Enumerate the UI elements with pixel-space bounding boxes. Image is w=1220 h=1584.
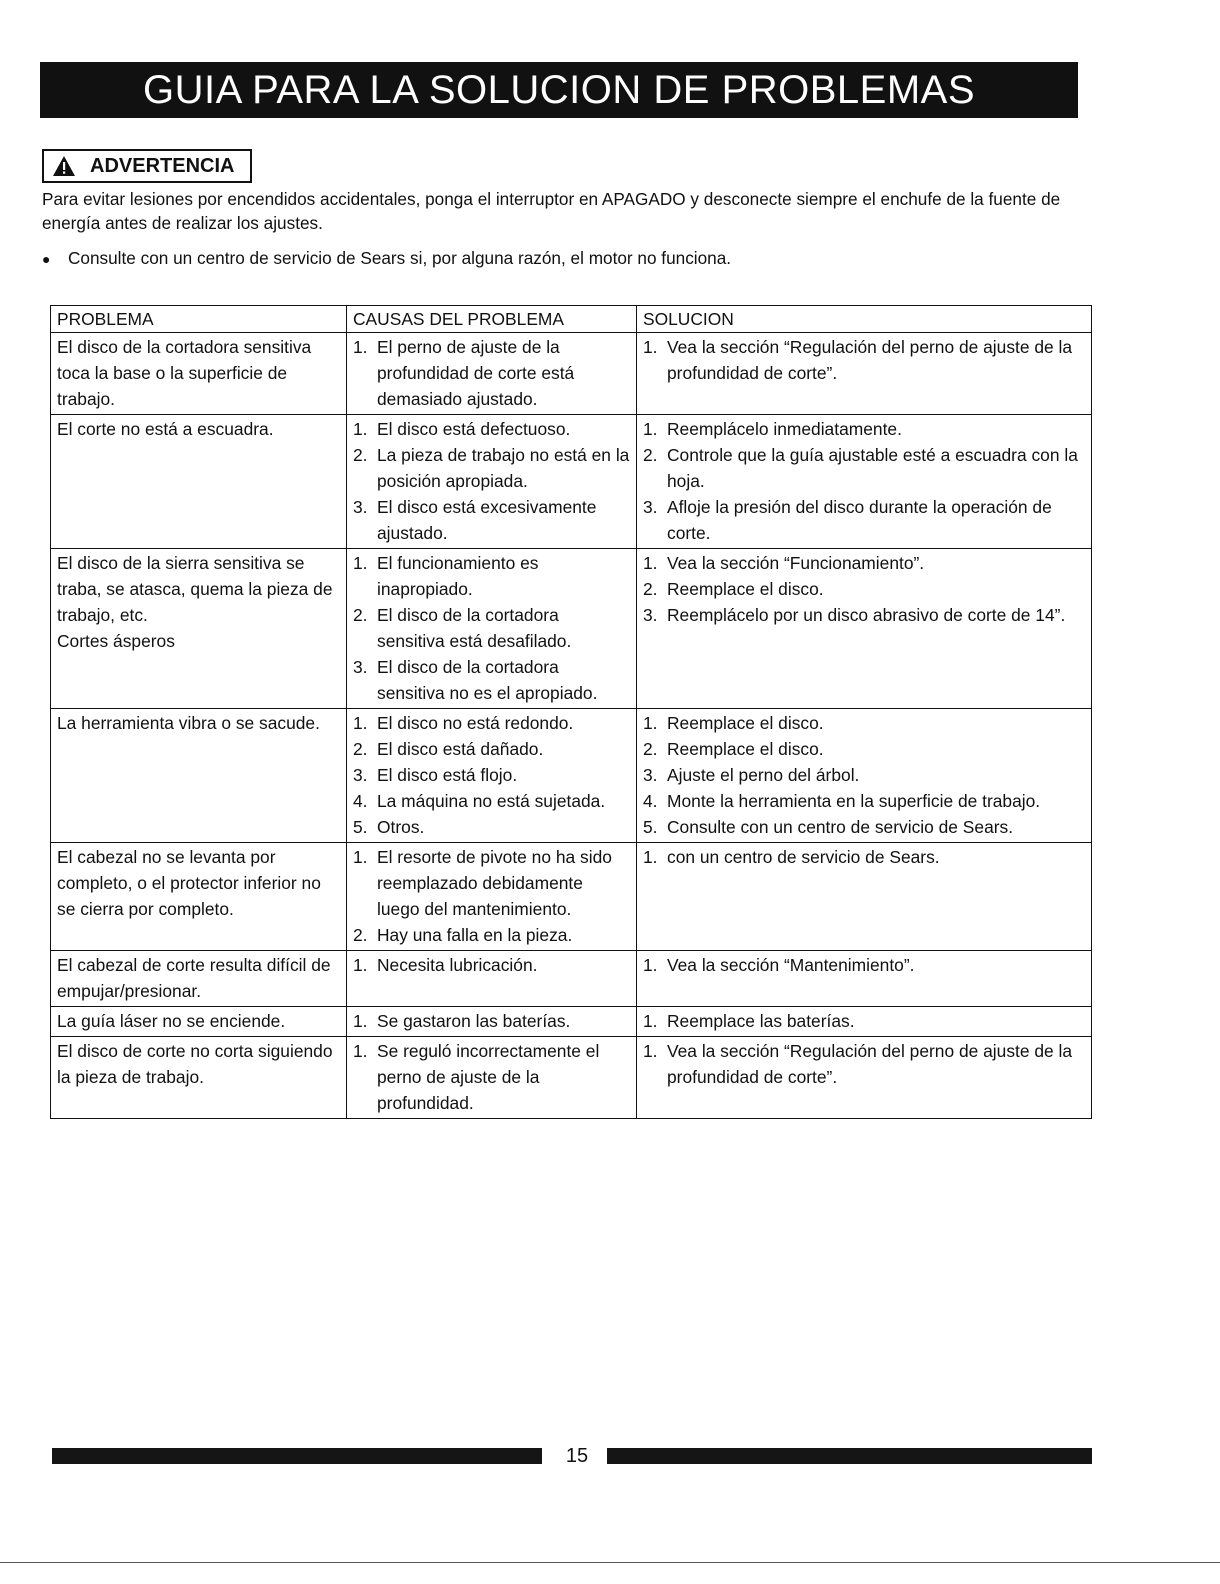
solution-item — [643, 736, 1085, 762]
warning-text: Para evitar lesiones por encendidos accidentales, ponga el interruptor en APAGADO y desconecte siempre el enchufe de la fuente de energía antes de realizar los ajustes. — [42, 189, 1061, 233]
solution-number: 1. — [643, 553, 658, 573]
bullet-icon: ● — [42, 251, 51, 267]
solution-text: Consulte con un centro de servicio de Sears. — [667, 817, 1014, 837]
table-row — [51, 549, 1092, 709]
cause-item — [353, 922, 630, 948]
cause-item — [353, 494, 630, 546]
cause-item — [353, 1008, 630, 1034]
cause-item — [353, 654, 630, 706]
solution-number: 1. — [643, 337, 658, 357]
cause-cell — [347, 709, 637, 843]
cause-text: Necesita lubricación. — [377, 955, 538, 975]
cause-number: 2. — [353, 739, 368, 759]
table-row — [51, 415, 1092, 549]
cause-cell — [347, 951, 637, 1007]
cause-cell — [347, 333, 637, 415]
cause-item — [353, 814, 630, 840]
cause-number: 2. — [353, 605, 368, 625]
table-header-row — [51, 306, 1092, 333]
cause-number: 5. — [353, 817, 368, 837]
cause-text: Hay una falla en la pieza. — [377, 925, 573, 945]
solution-item — [643, 762, 1085, 788]
cause-text: El perno de ajuste de la profundidad de corte está demasiado ajustado. — [377, 337, 575, 409]
service-note — [42, 246, 1082, 271]
footer-bar-right — [607, 1448, 1092, 1464]
page-footer — [52, 1442, 1092, 1470]
warning-label-box — [42, 149, 252, 183]
cause-cell — [347, 415, 637, 549]
cause-cell — [347, 1007, 637, 1037]
solution-item — [643, 814, 1085, 840]
troubleshooting-table — [50, 305, 1092, 1119]
solution-item — [643, 844, 1085, 870]
cause-item — [353, 442, 630, 494]
cause-cell — [347, 549, 637, 709]
cause-cell — [347, 843, 637, 951]
cause-text: El funcionamiento es inapropiado. — [377, 553, 539, 599]
solution-number: 5. — [643, 817, 658, 837]
problem-cell — [51, 709, 347, 843]
solution-number: 2. — [643, 739, 658, 759]
solution-text: Reemplace el disco. — [667, 739, 824, 759]
problem-text: La herramienta vibra o se sacude. — [57, 713, 320, 733]
cause-item — [353, 1038, 630, 1116]
solution-text: Reemplace el disco. — [667, 713, 824, 733]
cause-number: 2. — [353, 445, 368, 465]
warning-triangle-icon — [52, 155, 76, 177]
solution-text: Reemplace el disco. — [667, 579, 824, 599]
problem-text: El corte no está a escuadra. — [57, 419, 274, 439]
solution-cell — [637, 1007, 1092, 1037]
solution-cell — [637, 709, 1092, 843]
solution-item — [643, 494, 1085, 546]
solution-cell — [637, 1037, 1092, 1119]
page-title: GUIA PARA LA SOLUCION DE PROBLEMAS — [40, 62, 1078, 118]
solution-number: 1. — [643, 1041, 658, 1061]
cause-number: 2. — [353, 925, 368, 945]
cause-text: La máquina no está sujetada. — [377, 791, 606, 811]
solution-number: 3. — [643, 497, 658, 517]
problem-text: La guía láser no se enciende. — [57, 1011, 286, 1031]
solution-cell — [637, 843, 1092, 951]
solution-text: Monte la herramienta en la superficie de trabajo. — [667, 791, 1041, 811]
solution-item — [643, 788, 1085, 814]
solution-number: 1. — [643, 955, 658, 975]
cause-item — [353, 844, 630, 922]
solution-number: 1. — [643, 1011, 658, 1031]
page-number: 15 — [565, 1445, 589, 1467]
cause-text: Otros. — [377, 817, 425, 837]
solution-text: Controle que la guía ajustable esté a escuadra con la hoja. — [667, 445, 1078, 491]
solution-text: Afloje la presión del disco durante la operación de corte. — [667, 497, 1052, 543]
solution-cell — [637, 549, 1092, 709]
solution-cell — [637, 415, 1092, 549]
solution-item — [643, 334, 1085, 386]
cause-cell — [347, 1037, 637, 1119]
solution-text: Reemplace las baterías. — [667, 1011, 855, 1031]
solution-text: Vea la sección “Funcionamiento”. — [667, 553, 925, 573]
cause-text: La pieza de trabajo no está en la posición apropiada. — [377, 445, 630, 491]
table-row — [51, 333, 1092, 415]
cause-text: El disco está defectuoso. — [377, 419, 571, 439]
cause-item — [353, 762, 630, 788]
cause-number: 3. — [353, 497, 368, 517]
solution-number: 3. — [643, 605, 658, 625]
solution-text: Reemplácelo por un disco abrasivo de corte de 14”. — [667, 605, 1066, 625]
cause-text: El disco está flojo. — [377, 765, 518, 785]
solution-number: 3. — [643, 765, 658, 785]
header-problem: PROBLEMA — [51, 306, 347, 333]
problem-text: El disco de la cortadora sensitiva toca la base o la superficie de trabajo. — [57, 337, 312, 409]
solution-number: 2. — [643, 579, 658, 599]
problem-cell — [51, 843, 347, 951]
table-row — [51, 1037, 1092, 1119]
cause-item — [353, 710, 630, 736]
problem-cell — [51, 1007, 347, 1037]
cause-text: Se reguló incorrectamente el perno de ajuste de la profundidad. — [377, 1041, 600, 1113]
solution-item — [643, 576, 1085, 602]
cause-item — [353, 602, 630, 654]
cause-item — [353, 334, 630, 412]
solution-item — [643, 550, 1085, 576]
solution-cell — [637, 951, 1092, 1007]
problem-cell — [51, 951, 347, 1007]
cause-number: 1. — [353, 553, 368, 573]
solution-item — [643, 602, 1085, 628]
cause-number: 3. — [353, 657, 368, 677]
problem-cell — [51, 333, 347, 415]
solution-number: 4. — [643, 791, 658, 811]
cause-text: El disco de la cortadora sensitiva está desafilado. — [377, 605, 572, 651]
cause-number: 1. — [353, 1041, 368, 1061]
problem-text: El cabezal de corte resulta difícil de empujar/presionar. — [57, 955, 331, 1001]
footer-bar-left — [52, 1448, 542, 1464]
cause-item — [353, 550, 630, 602]
cause-number: 3. — [353, 765, 368, 785]
table-row — [51, 1007, 1092, 1037]
solution-text: Vea la sección “Mantenimiento”. — [667, 955, 915, 975]
solution-item — [643, 952, 1085, 978]
problem-text: El disco de corte no corta siguiendo la pieza de trabajo. — [57, 1041, 333, 1087]
problem-extra-text: Cortes ásperos — [57, 631, 175, 651]
service-note-text: Consulte con un centro de servicio de Sears si, por alguna razón, el motor no funciona. — [68, 248, 732, 268]
table-row — [51, 951, 1092, 1007]
solution-item — [643, 710, 1085, 736]
table-row — [51, 709, 1092, 843]
cause-item — [353, 416, 630, 442]
header-solution: SOLUCION — [637, 306, 1092, 333]
solution-text: con un centro de servicio de Sears. — [667, 847, 940, 867]
cause-text: El disco está dañado. — [377, 739, 544, 759]
solution-item — [643, 1038, 1085, 1090]
cause-number: 1. — [353, 713, 368, 733]
problem-text: El cabezal no se levanta por completo, o el protector inferior no se cierra por completo. — [57, 847, 321, 919]
cause-number: 1. — [353, 955, 368, 975]
cause-item — [353, 736, 630, 762]
problem-cell — [51, 549, 347, 709]
cause-text: El disco está excesivamente ajustado. — [377, 497, 597, 543]
solution-item — [643, 442, 1085, 494]
cause-item — [353, 788, 630, 814]
header-causes: CAUSAS DEL PROBLEMA — [347, 306, 637, 333]
solution-number: 2. — [643, 445, 658, 465]
solution-item — [643, 416, 1085, 442]
bottom-rule — [0, 1562, 1220, 1563]
solution-text: Vea la sección “Regulación del perno de ajuste de la profundidad de corte”. — [667, 337, 1073, 383]
problem-cell — [51, 1037, 347, 1119]
solution-number: 1. — [643, 713, 658, 733]
cause-number: 1. — [353, 419, 368, 439]
solution-text: Vea la sección “Regulación del perno de ajuste de la profundidad de corte”. — [667, 1041, 1073, 1087]
solution-text: Ajuste el perno del árbol. — [667, 765, 860, 785]
cause-text: El disco no está redondo. — [377, 713, 574, 733]
problem-cell — [51, 415, 347, 549]
cause-number: 1. — [353, 337, 368, 357]
cause-number: 1. — [353, 847, 368, 867]
cause-number: 1. — [353, 1011, 368, 1031]
cause-text: El disco de la cortadora sensitiva no es el apropiado. — [377, 657, 598, 703]
table-row — [51, 843, 1092, 951]
cause-text: Se gastaron las baterías. — [377, 1011, 571, 1031]
solution-cell — [637, 333, 1092, 415]
solution-number: 1. — [643, 419, 658, 439]
warning-label: ADVERTENCIA — [90, 154, 235, 177]
solution-number: 1. — [643, 847, 658, 867]
cause-text: El resorte de pivote no ha sido reemplazado debidamente luego del mantenimiento. — [377, 847, 612, 919]
cause-number: 4. — [353, 791, 368, 811]
solution-text: Reemplácelo inmediatamente. — [667, 419, 902, 439]
cause-item — [353, 952, 630, 978]
problem-text: El disco de la sierra sensitiva se traba, se atasca, quema la pieza de trabajo, etc. — [57, 553, 333, 625]
solution-item — [643, 1008, 1085, 1034]
